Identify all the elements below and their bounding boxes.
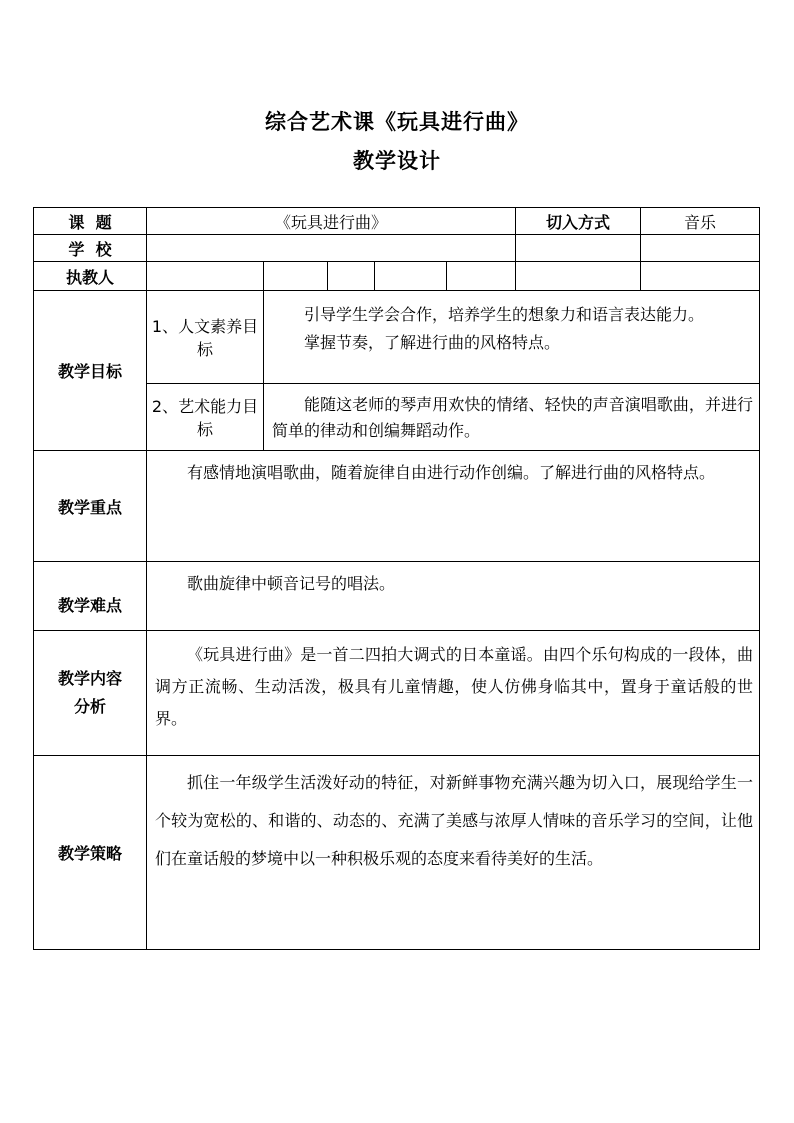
lesson-plan-table — [33, 207, 760, 950]
difficulties-label: 教学难点 — [34, 562, 147, 631]
content-analysis-label-line: 分析 — [73, 697, 106, 716]
empty-cell — [516, 235, 641, 262]
document-title: 综合艺术课《玩具进行曲》 — [265, 110, 529, 134]
objective-text — [264, 291, 760, 384]
key-points-label: 教学重点 — [34, 451, 147, 562]
topic-label: 课 题 — [34, 208, 147, 235]
empty-cell — [264, 262, 328, 291]
objective-line: 能随这老师的琴声用欢快的情绪、轻快的声音演唱歌曲，并进行简单的律动和创编舞蹈动作。 — [272, 395, 754, 440]
difficulties-text: 歌曲旋律中顿音记号的唱法。 — [187, 574, 396, 593]
objective-text — [264, 384, 760, 451]
objective-line: 掌握节奏，了解进行曲的风格特点。 — [304, 333, 561, 352]
row-key-points — [34, 451, 760, 562]
document-subtitle: 教学设计 — [353, 149, 441, 173]
row-school — [34, 235, 760, 262]
empty-cell — [328, 262, 375, 291]
content-analysis-cell — [147, 631, 760, 756]
row-content-analysis — [34, 631, 760, 756]
key-points-text: 有感情地演唱歌曲，随着旋律自由进行动作创编。了解进行曲的风格特点。 — [187, 463, 716, 482]
objective-name: 1、人文素养目标 — [147, 291, 264, 384]
objectives-label: 教学目标 — [34, 291, 147, 451]
school-value — [147, 235, 516, 262]
objective-name: 2、艺术能力目标 — [147, 384, 264, 451]
empty-cell — [147, 262, 264, 291]
school-label: 学 校 — [34, 235, 147, 262]
row-topic — [34, 208, 760, 235]
strategy-label: 教学策略 — [34, 756, 147, 950]
entry-method-value: 音乐 — [641, 208, 760, 235]
row-teacher — [34, 262, 760, 291]
content-analysis-label-line: 教学内容 — [57, 669, 122, 688]
content-analysis-label — [34, 631, 147, 756]
key-points-cell — [147, 451, 760, 562]
empty-cell — [375, 262, 447, 291]
content-analysis-text: 《玩具进行曲》是一首二四拍大调式的日本童谣。由四个乐句构成的一段体，曲调方正流畅、生动活泼，极具有儿童情趣，使人仿佛身临其中，置身于童话般的世界。 — [155, 645, 754, 728]
empty-cell — [641, 235, 760, 262]
strategy-cell — [147, 756, 760, 950]
teacher-label: 执教人 — [34, 262, 147, 291]
objective-line: 引导学生学会合作，培养学生的想象力和语言表达能力。 — [304, 305, 705, 324]
topic-value: 《玩具进行曲》 — [147, 208, 516, 235]
row-strategy — [34, 756, 760, 950]
row-difficulties — [34, 562, 760, 631]
empty-cell — [516, 262, 641, 291]
strategy-text: 抓住一年级学生活泼好动的特征，对新鲜事物充满兴趣为切入口，展现给学生一个较为宽松的、和谐的、动态的、充满了美感与浓厚人情味的音乐学习的空间，让他们在童话般的梦境中以一种积极乐观的态度来看待美好的生活。 — [155, 773, 754, 868]
empty-cell — [447, 262, 516, 291]
entry-method-label: 切入方式 — [516, 208, 641, 235]
difficulties-cell — [147, 562, 760, 631]
empty-cell — [641, 262, 760, 291]
row-objective-1 — [34, 291, 760, 384]
